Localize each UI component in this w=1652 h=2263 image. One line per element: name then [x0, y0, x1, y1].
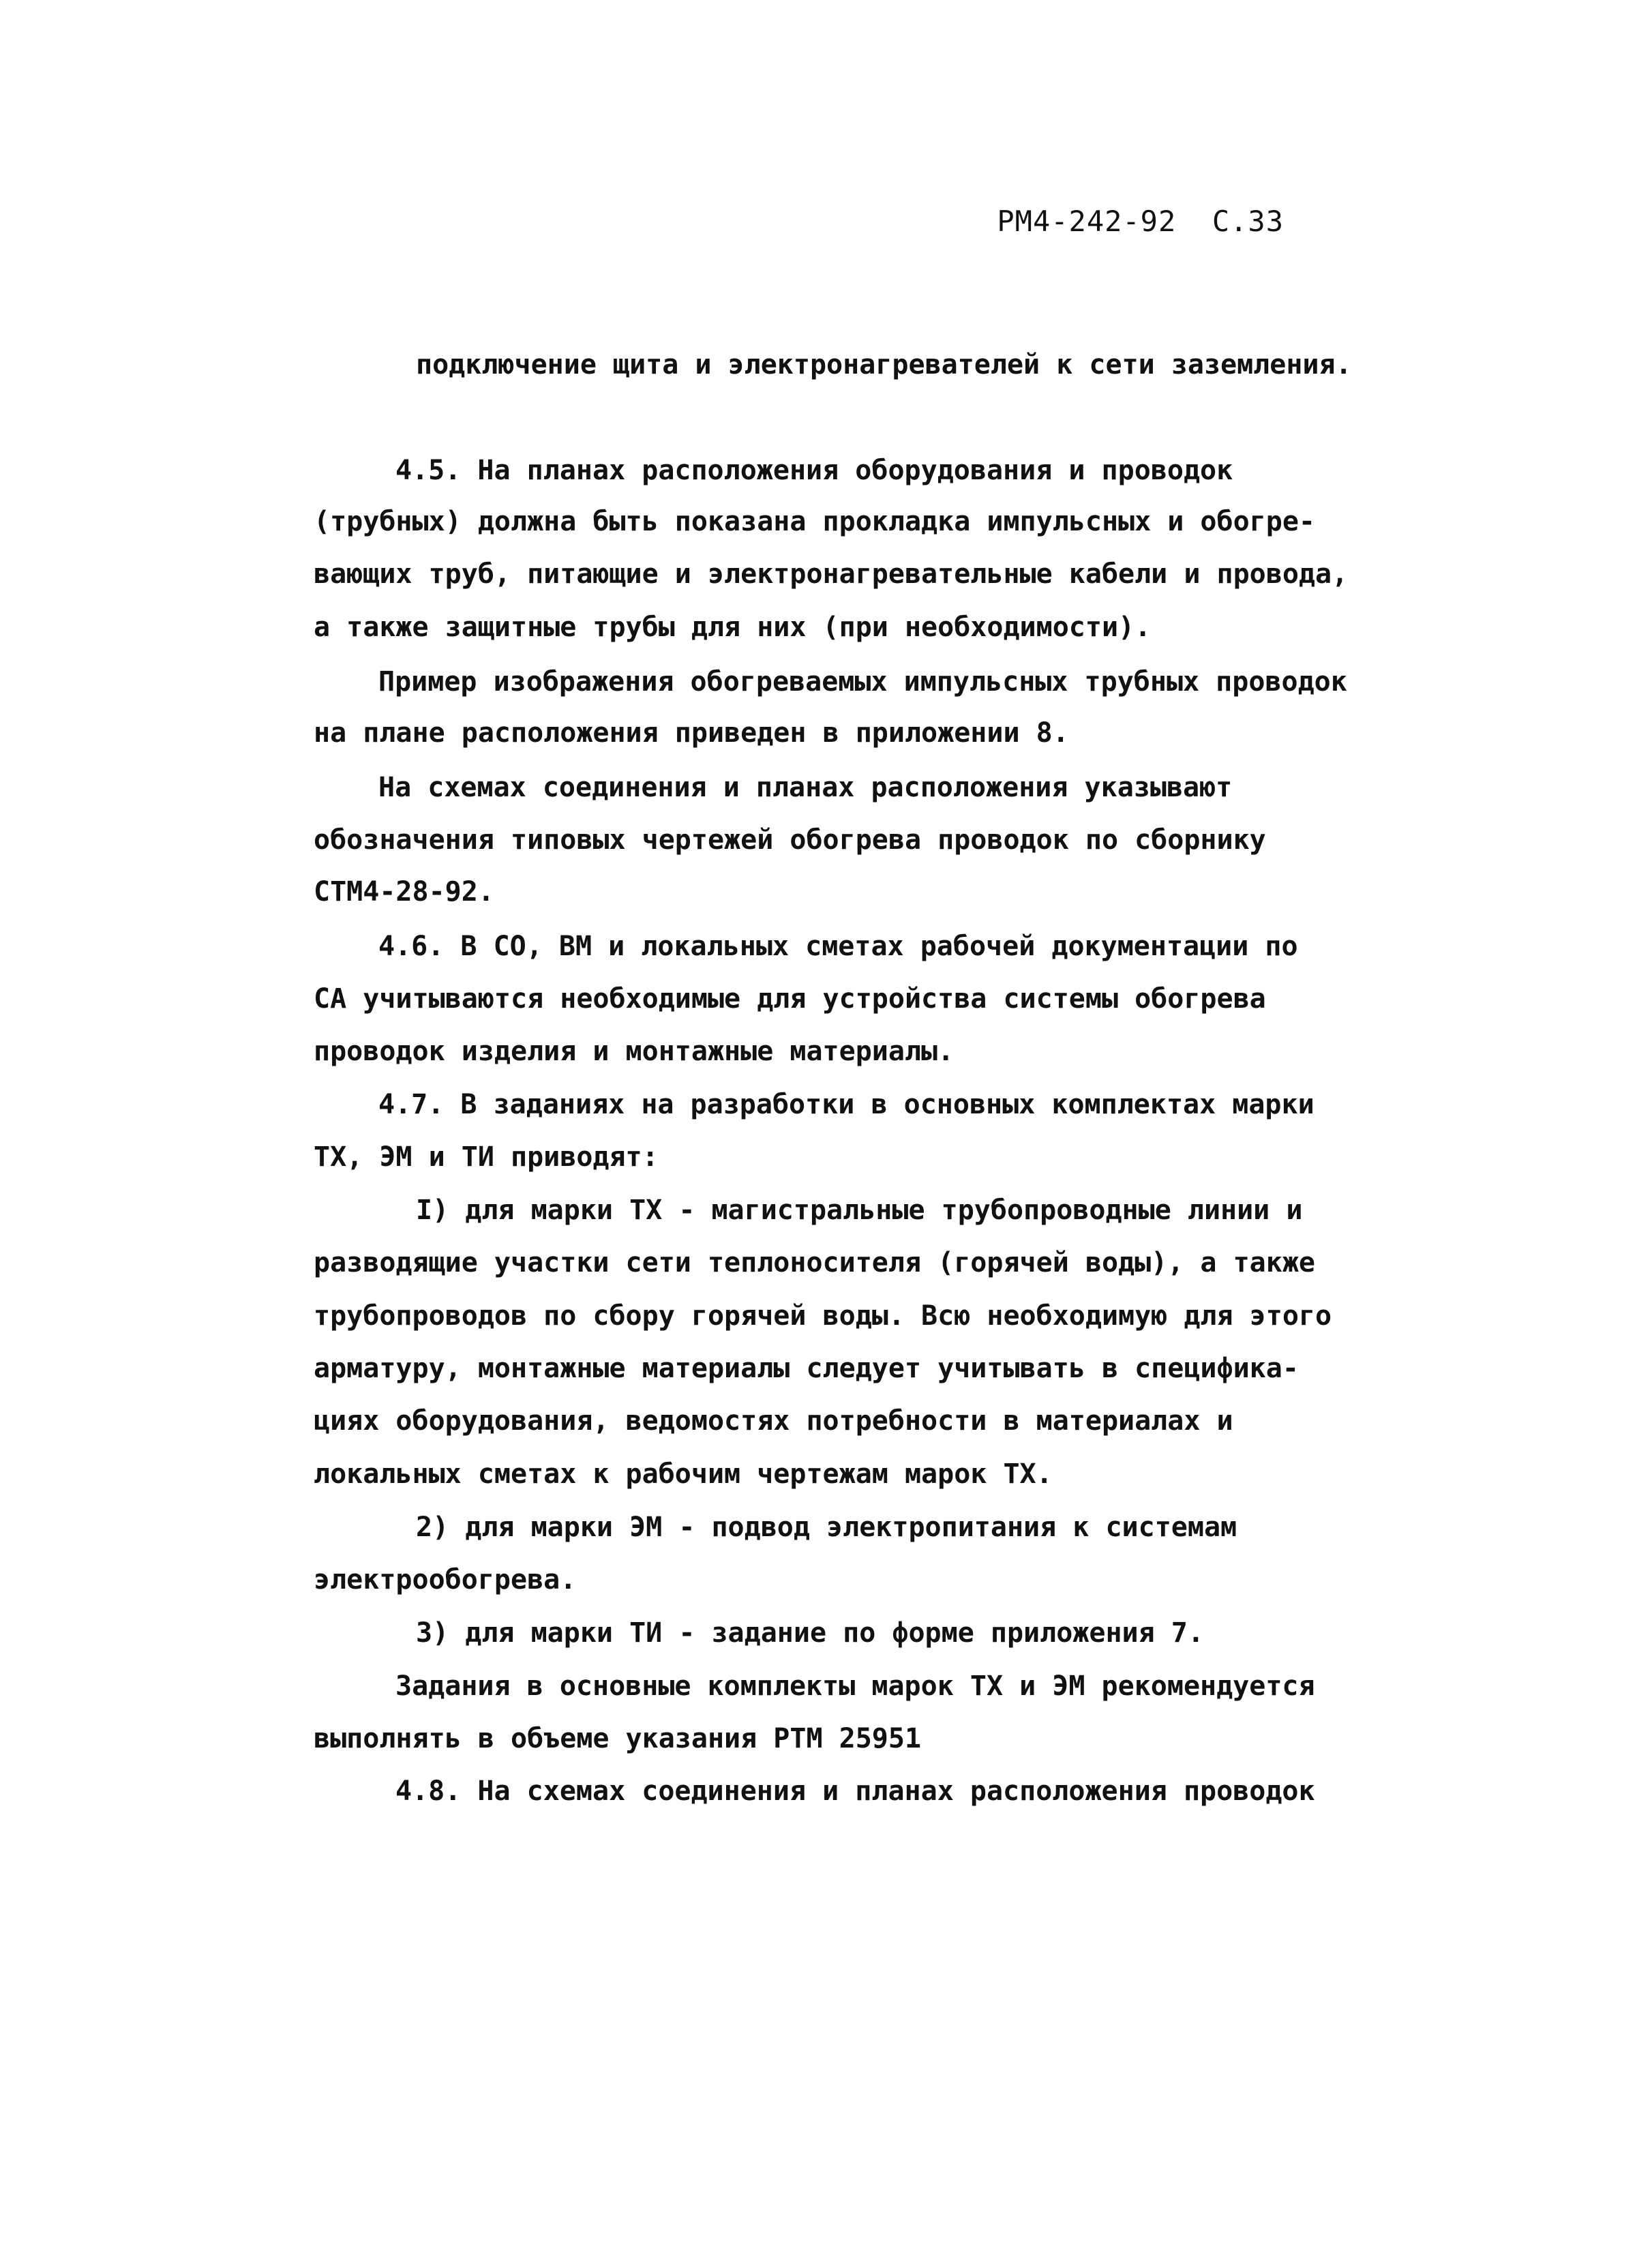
- text-line: локальных сметах к рабочим чертежам марок ТХ.: [314, 1458, 1053, 1490]
- text-line: 4.5. На планах расположения оборудования и проводок: [395, 455, 1233, 486]
- text-line: Пример изображения обогреваемых импульсных трубных проводок: [378, 666, 1347, 698]
- text-line: (трубных) должна быть показана прокладка импульсных и обогре-: [314, 506, 1316, 537]
- text-line: 3) для марки ТИ - задание по форме приложения 7.: [416, 1617, 1204, 1649]
- text-line: На схемах соединения и планах расположения указывают: [378, 772, 1233, 803]
- text-line: 4.8. На схемах соединения и планах расположения проводок: [395, 1775, 1315, 1807]
- text-line: Задания в основные комплекты марок ТХ и ЭМ рекомендуется: [395, 1670, 1315, 1702]
- text-line: на плане расположения приведен в приложении 8.: [314, 717, 1069, 749]
- text-line: подключение щита и электронагревателей к сети заземления.: [416, 349, 1352, 380]
- text-line: выполнять в объеме указания РТМ 25951: [314, 1723, 922, 1754]
- text-line: электрообогрева.: [314, 1564, 577, 1595]
- text-line: СА учитываются необходимые для устройства системы обогрева: [314, 983, 1266, 1015]
- page-header: [997, 205, 1284, 238]
- text-line: обозначения типовых чертежей обогрева проводок по сборнику: [314, 824, 1266, 856]
- text-line: 2) для марки ЭМ - подвод электропитания к системам: [416, 1512, 1237, 1543]
- text-line: арматуру, монтажные материалы следует учитывать в специфика-: [314, 1353, 1299, 1384]
- text-line: проводок изделия и монтажные материалы.: [314, 1036, 955, 1067]
- text-line: СТМ4-28-92.: [314, 876, 494, 908]
- document-code: РМ4-242-92: [997, 205, 1177, 238]
- text-line: разводящие участки сети теплоносителя (горячей воды), а также: [314, 1247, 1316, 1278]
- text-line: ТХ, ЭМ и ТИ приводят:: [314, 1141, 659, 1173]
- text-line: 4.6. В СО, ВМ и локальных сметах рабочей документации по: [378, 931, 1298, 962]
- text-line: I) для марки ТХ - магистральные трубопроводные линии и: [416, 1195, 1303, 1226]
- text-line: вающих труб, питающие и электронагревательные кабели и провода,: [314, 558, 1349, 590]
- text-line: трубопроводов по сбору горячей воды. Всю необходимую для этого: [314, 1300, 1332, 1332]
- text-line: циях оборудования, ведомостях потребности в материалах и: [314, 1405, 1233, 1437]
- page-number: С.33: [1212, 205, 1284, 238]
- text-line: 4.7. В заданиях на разработки в основных комплектах марки: [378, 1089, 1315, 1120]
- text-line: а также защитные трубы для них (при необходимости).: [314, 612, 1152, 643]
